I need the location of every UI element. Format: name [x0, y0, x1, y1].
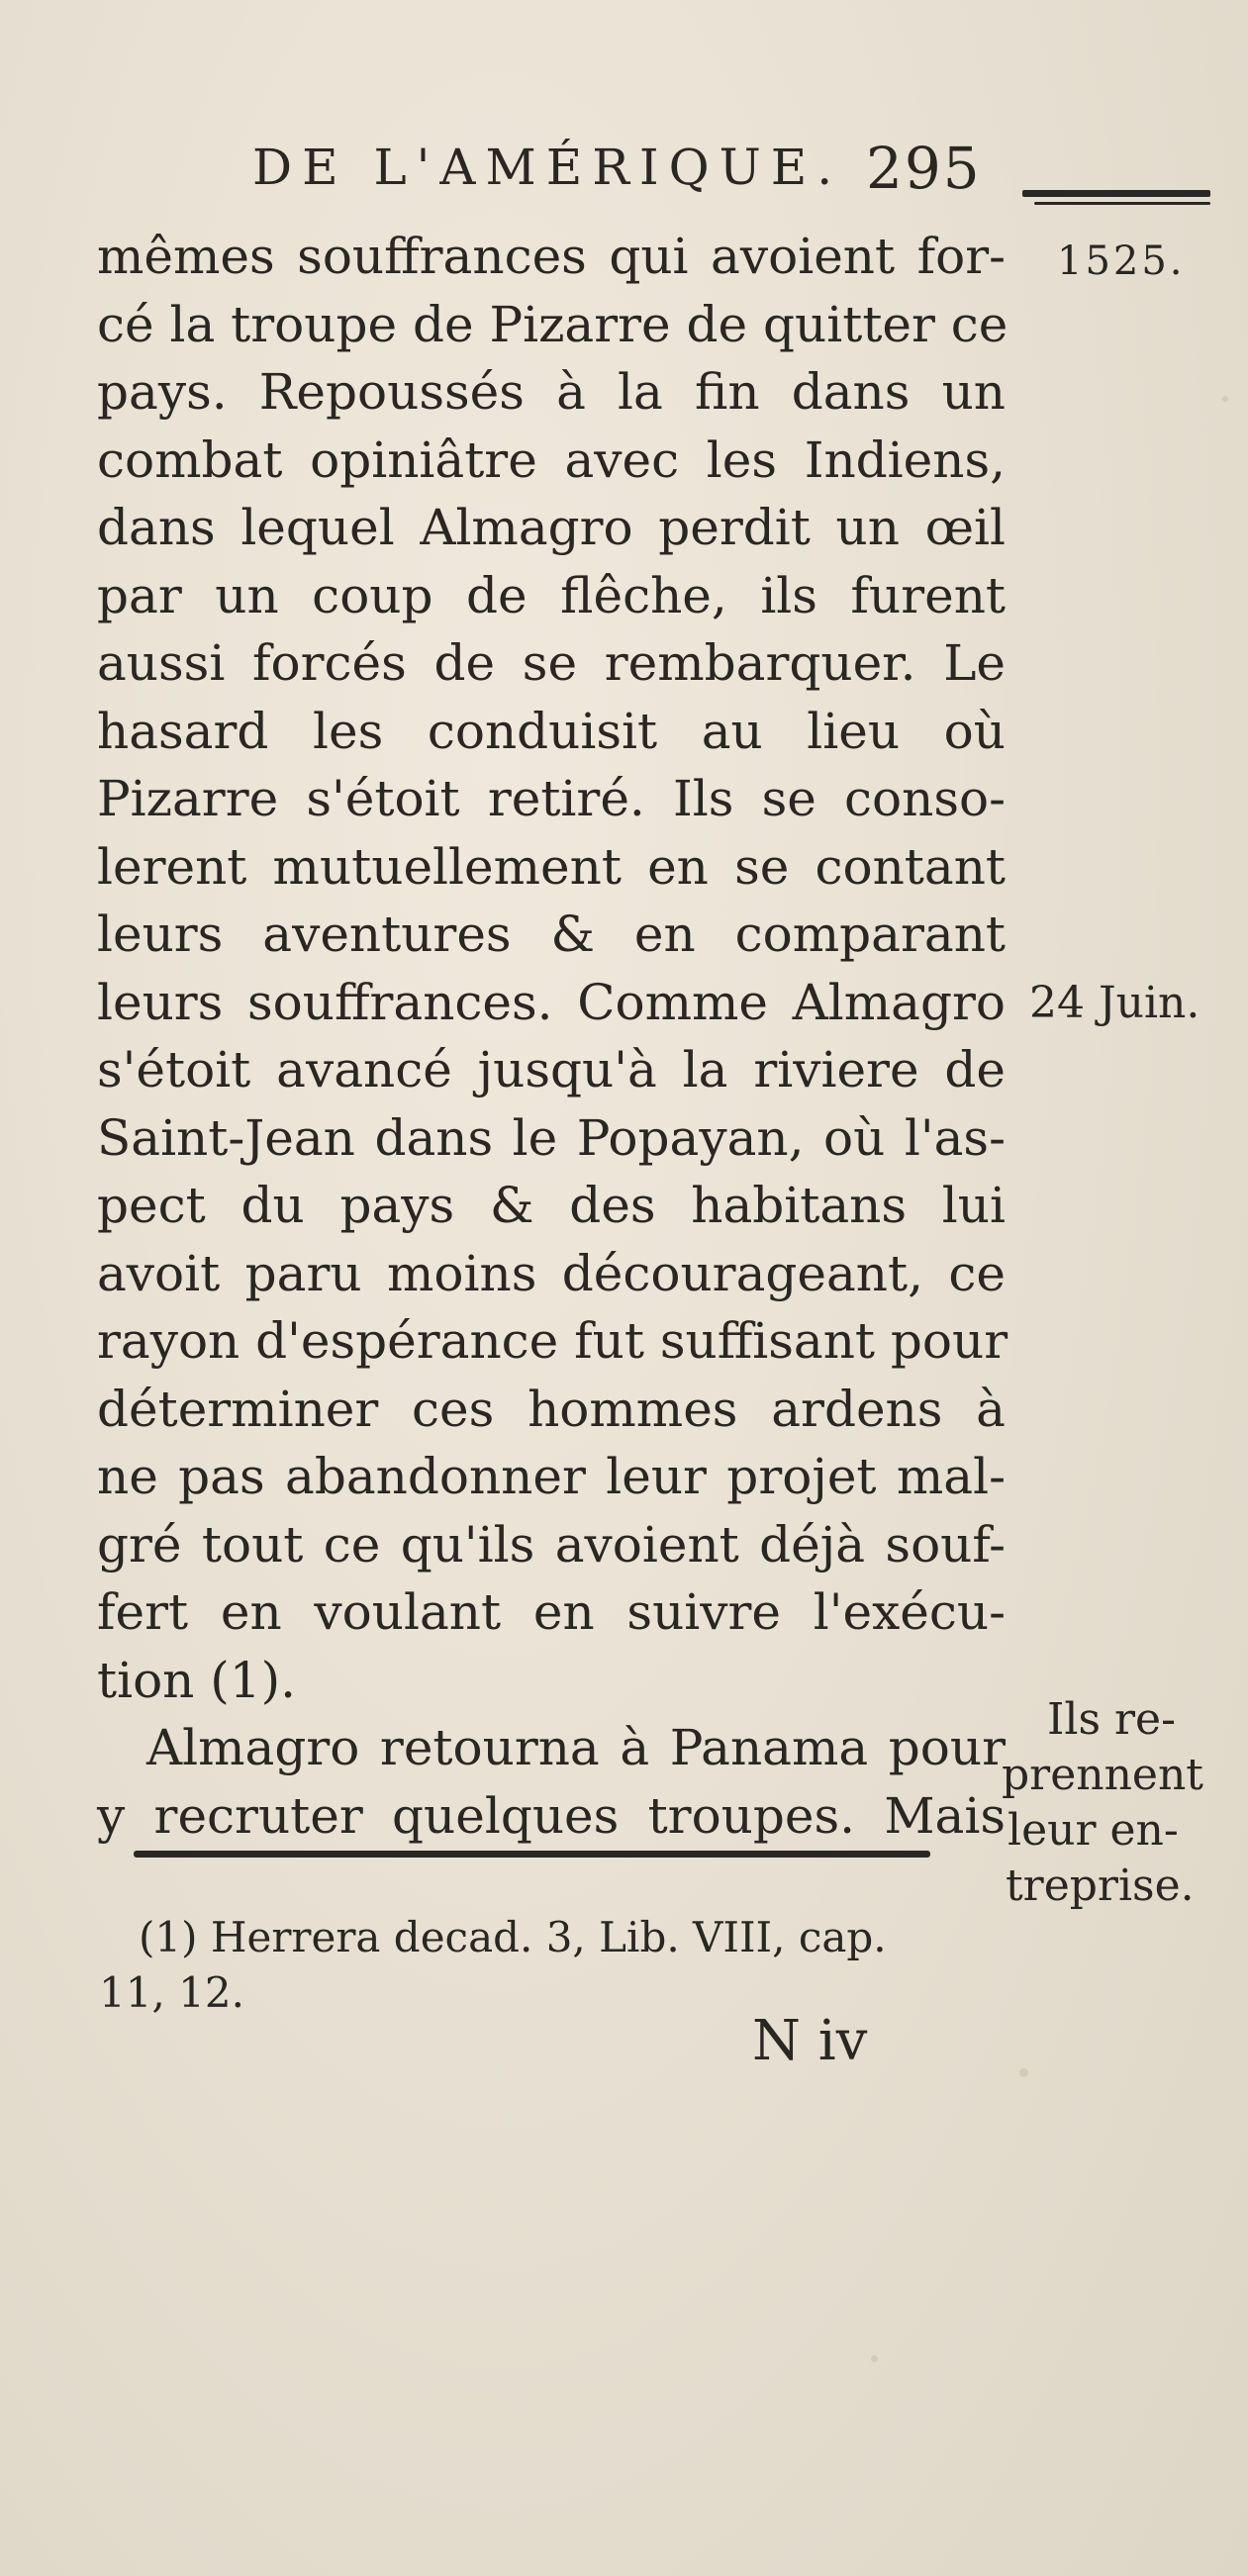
foxing-spot	[871, 2355, 878, 2362]
margin-note-line: treprise.	[1006, 1860, 1195, 1911]
text-line: pect du pays & des habitans lui	[97, 1177, 1006, 1234]
footnote	[99, 1910, 1029, 2021]
text-line: pays. Repoussés à la fin dans un	[97, 363, 1006, 421]
text-line: s'étoit avancé jusqu'à la riviere de	[97, 1041, 1006, 1098]
footnote-line: (1) Herrera decad. 3, Lib. VIII, cap.	[139, 1913, 887, 1961]
text-line: y recruter quelques troupes. Mais	[97, 1786, 1006, 1845]
margin-note-line: Ils re-	[1047, 1694, 1176, 1745]
text-line: leurs aventures & en comparant	[97, 906, 1006, 963]
text-line: lerent mutuellement en se contant	[97, 837, 1006, 896]
text-line: dans lequel Almagro perdit un œil	[97, 499, 1006, 556]
margin-note-date: 24 Juin.	[1029, 978, 1200, 1028]
text-line: Saint-Jean dans le Popayan, où l'as-	[97, 1108, 1006, 1167]
text-line: fert en voulant en suivre l'exécu-	[97, 1583, 1006, 1641]
text-line: leurs souffrances. Comme Almagro	[97, 973, 1006, 1031]
margin-note-year: 1525.	[1057, 239, 1186, 284]
page-number: 295	[866, 135, 982, 202]
text-line: Almagro retourna à Panama pour	[146, 1719, 1006, 1776]
running-title: DE L'AMÉRIQUE.	[252, 139, 843, 196]
text-line: aussi forcés de se rembarquer. Le	[97, 634, 1006, 692]
text-line: rayon d'espérance fut suffisant pour	[97, 1312, 1008, 1370]
header-rule-thin	[1034, 202, 1210, 205]
text-line: ne pas abandonner leur projet mal-	[97, 1448, 1006, 1505]
footnote-rule	[134, 1851, 930, 1858]
text-line: gré tout ce qu'ils avoient déjà souf-	[97, 1515, 1006, 1574]
text-line: Pizarre s'étoit retiré. Ils se conso-	[97, 770, 1006, 827]
text-line: déterminer ces hommes ardens à	[97, 1380, 1006, 1438]
signature-mark: N iv	[752, 2009, 868, 2073]
text-line: mêmes souffrances qui avoient for-	[97, 228, 1006, 285]
margin-note-line: leur en-	[1008, 1805, 1179, 1856]
main-text	[97, 223, 1006, 1850]
text-line: cé la troupe de Pizarre de quitter ce	[97, 295, 1008, 353]
margin-note-line: prennent	[1002, 1750, 1203, 1800]
page-header	[252, 135, 1212, 218]
text-line: tion (1).	[97, 1651, 297, 1709]
header-rule	[1022, 190, 1210, 197]
text-line: combat opiniâtre avec les Indiens,	[97, 430, 1006, 489]
foxing-spot	[1019, 2068, 1028, 2077]
text-line: avoit paru moins décourageant, ce	[97, 1244, 1006, 1302]
foxing-spot	[1222, 396, 1228, 402]
footnote-line: 11, 12.	[99, 1968, 244, 2017]
text-line: hasard les conduisit au lieu où	[97, 702, 1006, 760]
text-line: par un coup de flêche, ils furent	[97, 566, 1006, 624]
